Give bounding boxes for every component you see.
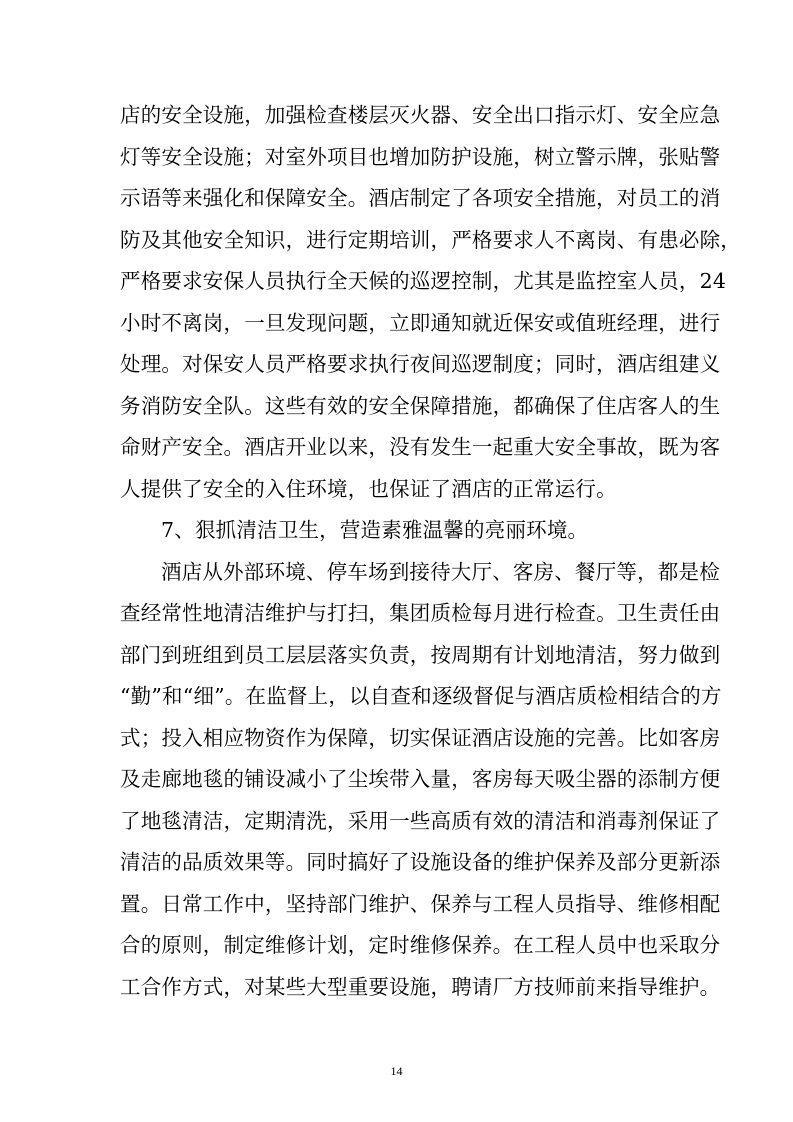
text-line: 查经常性地清洁维护与打扫，集团质检每月进行检查。卫生责任由: [120, 601, 721, 625]
text-line: 店的安全设施，加强检查楼层灭火器、安全出口指示灯、安全应急: [120, 103, 721, 127]
text-line: 务消防安全队。这些有效的安全保障措施，都确保了住店客人的生: [120, 393, 721, 418]
text-line: 及走廊地毯的铺设减小了尘埃带入量，客房每天吸尘器的添制方便: [120, 767, 721, 791]
text-line: 部门到班组到员工层层落实负责，按周期有计划地清洁，努力做到: [120, 642, 721, 667]
document-body: [120, 95, 741, 1008]
section-heading: 7、狠抓清洁卫生，营造素雅温馨的亮丽环境。: [161, 518, 589, 542]
text-line: 严格要求安保人员执行全天候的巡逻控制，尤其是监控室人员，24: [120, 269, 727, 293]
text-line: 清洁的品质效果等。同时搞好了设施设备的维护保养及部分更新添: [120, 850, 721, 874]
paragraph-cleanliness: [120, 552, 722, 1009]
text-line: 了地毯清洁，定期清洗，采用一些高质有效的清洁和消毒剂保证了: [120, 808, 721, 833]
text-line: 灯等安全设施；对室外项目也增加防护设施，树立警示牌，张贴警: [120, 144, 721, 169]
text-line: 防及其他安全知识，进行定期培训，严格要求人不离岗、有患必除，: [120, 227, 741, 252]
text-line: 小时不离岗，一旦发现问题，立即通知就近保安或值班经理，进行: [120, 310, 721, 335]
paragraph-safety-measures: [120, 95, 741, 510]
text-line: 酒店从外部环境、停车场到接待大厅、客房、餐厅等，都是检: [161, 559, 720, 584]
page-number: 14: [390, 1064, 403, 1078]
text-line: 合的原则，制定维修计划，定时维修保养。在工程人员中也采取分: [120, 933, 721, 957]
text-line: 式；投入相应物资作为保障，切实保证酒店设施的完善。比如客房: [120, 725, 721, 750]
section-heading-cleanliness: [120, 510, 673, 552]
text-line: “勤”和“细”。在监督上，以自查和逐级督促与酒店质检相结合的方: [120, 684, 722, 708]
text-line: 命财产安全。酒店开业以来，没有发生一起重大安全事故，既为客: [120, 435, 721, 459]
text-line: 人提供了安全的入住环境，也保证了酒店的正常运行。: [120, 476, 617, 501]
text-line: 处理。对保安人员严格要求执行夜间巡逻制度；同时，酒店组建义: [120, 352, 721, 376]
text-line: 工合作方式，对某些大型重要设施，聘请厂方技师前来指导维护。: [120, 974, 721, 999]
text-line: 置。日常工作中，坚持部门维护、保养与工程人员指导、维修相配: [120, 891, 721, 916]
text-line: 示语等来强化和保障安全。酒店制定了各项安全措施，对员工的消: [120, 186, 721, 210]
